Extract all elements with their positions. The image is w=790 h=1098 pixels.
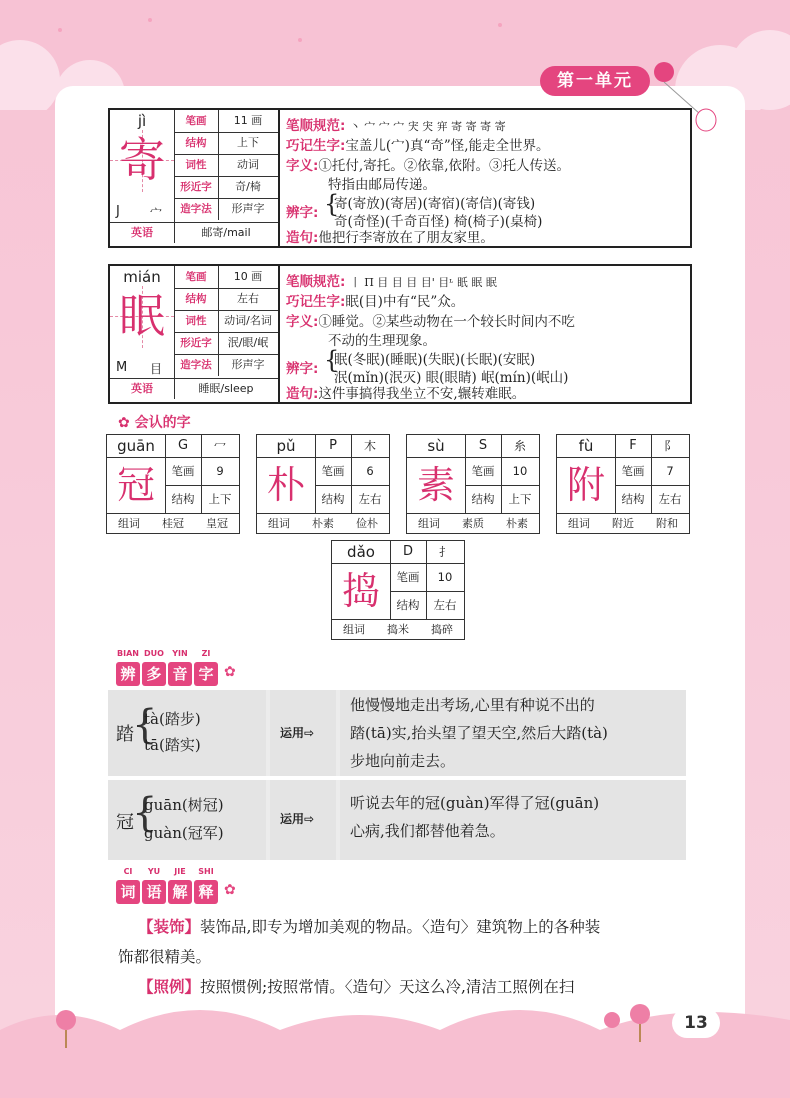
small-card-guan — [106, 434, 240, 534]
polyphone-readings: 踏 { tà(踏步) tā(踏实) — [108, 690, 266, 776]
words-row — [257, 513, 389, 534]
structure-value: 左右 — [358, 492, 382, 506]
prop-value: 11 画 — [233, 114, 263, 127]
heading-char: 释 — [194, 880, 218, 904]
word: 附和 — [656, 517, 678, 530]
sentence-text: 他把行李寄放在了朋友家里。 — [318, 230, 494, 246]
word-definition: 装饰品,即专为增加美观的物品。〈造句〉建筑物上的各种装 — [200, 918, 601, 936]
capital-letter: P — [315, 435, 352, 458]
prop-key: 笔画 — [174, 266, 219, 288]
prop-value: 上下 — [237, 136, 259, 149]
stroke-label: 笔顺规范: — [286, 118, 346, 134]
prop-key: 形近字 — [174, 176, 219, 198]
meaning-label: 字义: — [286, 158, 319, 174]
example-cell — [340, 780, 686, 860]
pinyin: mián — [123, 268, 161, 286]
memory-label: 巧记生字: — [286, 294, 346, 310]
prop-row — [174, 310, 278, 333]
stroke-sequence: 丶 宀 宀 宀 宊 宊 宑 寄 寄 寄 寄 — [349, 120, 506, 133]
prop-value: 奇/椅 — [235, 180, 261, 193]
small-card-fu — [556, 434, 690, 534]
prop-row — [174, 288, 278, 311]
apply-cell — [270, 690, 336, 776]
prop-row — [174, 266, 278, 289]
example-line: 踏(tā)实,抬头望了望天空,然后大踏(tà) — [350, 724, 608, 742]
small-card-dao — [331, 540, 465, 640]
sentence-label: 造句: — [286, 230, 319, 246]
distinguish-label: 辨字: — [286, 205, 319, 221]
stroke-key: 笔画 — [315, 457, 352, 486]
structure-value: 左右 — [433, 598, 457, 612]
word: 皇冠 — [206, 517, 228, 530]
apply-cell — [270, 780, 336, 860]
recognize-title: ✿ 会认的字 — [118, 415, 191, 431]
heading-pinyin: ZI — [201, 649, 211, 658]
structure-value: 上下 — [208, 492, 232, 506]
character: 朴 — [257, 457, 316, 513]
distinguish-label: 辨字: — [286, 361, 319, 377]
words-key: 组词 — [118, 517, 140, 530]
words-row — [332, 619, 464, 640]
distinguish-text-1: 眠(冬眠)(睡眠)(失眠)(长眠)(安眠) — [334, 352, 536, 368]
example-line: 他慢慢地走出考场,心里有种说不出的 — [350, 696, 595, 714]
bottom-tree-decoration — [0, 990, 790, 1098]
unit-badge: 第一单元 — [540, 66, 650, 96]
prop-value: 泯/眼/岷 — [227, 336, 269, 349]
structure-key: 结构 — [315, 485, 352, 513]
prop-key: 笔画 — [174, 110, 219, 132]
reading: guàn(冠军) — [144, 824, 224, 842]
character: 捣 — [332, 563, 391, 619]
meaning-text: ①睡觉。②某些动物在一个较长时间内不吃 — [318, 314, 575, 330]
words-key: 组词 — [418, 517, 440, 530]
structure-value: 左右 — [658, 492, 682, 506]
heading-char: 语 — [142, 880, 166, 904]
word-definition: 按照惯例;按照常情。〈造句〉天这么冷,清洁工照例在扫 — [200, 978, 575, 996]
recognize-title-text: 会认的字 — [134, 415, 191, 431]
radical: 冖 — [201, 435, 239, 458]
stroke-value: 7 — [651, 457, 689, 486]
sentence-label: 造句: — [286, 386, 319, 402]
heading-pinyin: CI — [123, 867, 133, 876]
stroke-label: 笔顺规范: — [286, 274, 346, 290]
structure-key: 结构 — [165, 485, 202, 513]
prop-value: 10 画 — [233, 270, 263, 283]
english-row — [110, 222, 278, 243]
radical: 木 — [351, 435, 389, 458]
reading: tā(踏实) — [144, 736, 201, 754]
prop-value: 左右 — [237, 292, 259, 305]
pinyin: dǎo — [332, 541, 391, 564]
prop-value: 动词/名词 — [224, 314, 272, 327]
memory-label: 巧记生字: — [286, 138, 346, 154]
heading-pinyin: YU — [147, 867, 161, 876]
character: 附 — [557, 457, 616, 513]
stroke-value: 10 — [501, 457, 539, 486]
words-key: 组词 — [343, 623, 365, 636]
prop-key: 结构 — [174, 288, 219, 310]
word: 桂冠 — [162, 517, 184, 530]
prop-key: 词性 — [174, 154, 219, 176]
meaning-text: ①托付,寄托。②依靠,依附。③托人传送。 — [318, 158, 570, 174]
polyphone-readings: 冠 { guān(树冠) guàn(冠军) — [108, 780, 266, 860]
distinguish-text-2: 奇(奇怪)(千奇百怪) 椅(椅子)(桌椅) — [334, 214, 543, 230]
capital-letter: D — [390, 541, 427, 564]
page-number: 13 — [672, 1008, 720, 1038]
stroke-value: 9 — [201, 457, 239, 486]
words-heading: CI 词 YU 语 JIE 解 SHI 释 ✿ — [116, 880, 256, 906]
capital-letter: G — [165, 435, 202, 458]
pinyin: guān — [107, 435, 166, 458]
english-value: 睡眠/sleep — [198, 382, 254, 395]
reading: tà(踏步) — [144, 710, 201, 728]
heading-pinyin: JIE — [174, 867, 186, 876]
prop-value: 动词 — [237, 158, 259, 171]
structure-key: 结构 — [615, 485, 652, 513]
heading-pinyin: SHI — [198, 867, 214, 876]
card-details: 笔顺规范: 丨 Π 目 目 目 目' 目ᶫ 眂 眠 眠 巧记生字:眠(目)中有“民”众。 字义:①睡觉。②某些动物在一个较长时间内不吃 不动的生理现象。 辨字: { 眠(冬眠)(睡眠)(失眠)(长眠)(安眠) 泯(mǐn)(泯灭) 眼(眼睛) 岷(mín)(岷山) 造句:这件事搞得我坐立不安,辗转难眠。 — [286, 274, 575, 402]
english-value: 邮寄/mail — [201, 226, 251, 239]
heading-pinyin: YIN — [172, 649, 188, 658]
stroke-sequence: 丨 Π 目 目 目 目' 目ᶫ 眂 眠 眠 — [349, 276, 497, 289]
heading-char: 解 — [168, 880, 192, 904]
heading-char: 音 — [168, 662, 192, 686]
pinyin: jì — [137, 112, 147, 130]
polyphone-row — [108, 780, 686, 860]
memory-text: 宝盖儿(宀)真“奇”怪,能走全世界。 — [345, 138, 550, 154]
heading-char: 词 — [116, 880, 140, 904]
distinguish-text-1: 寄(寄放)(寄居)(寄宿)(寄信)(寄钱) — [334, 196, 536, 212]
word: 素质 — [462, 517, 484, 530]
word-term: 【照例】 — [138, 978, 201, 996]
radical: 目 — [150, 362, 163, 376]
big-char-box — [110, 110, 175, 224]
heading-char: 多 — [142, 662, 166, 686]
word: 附近 — [612, 517, 634, 530]
pinyin: fù — [557, 435, 616, 458]
word: 捣米 — [387, 623, 409, 636]
radical: 糸 — [501, 435, 539, 458]
character: 冠 — [107, 457, 166, 513]
prop-key: 结构 — [174, 132, 219, 154]
word-entry — [118, 972, 693, 1002]
meaning-text-2: 特指由邮局传递。 — [328, 177, 436, 193]
structure-key: 结构 — [465, 485, 502, 513]
reading: guān(树冠) — [144, 796, 224, 814]
structure-key: 结构 — [390, 591, 427, 619]
meaning-label: 字义: — [286, 314, 319, 330]
small-card-su — [406, 434, 540, 534]
card-info-grid — [110, 266, 280, 402]
words-row — [407, 513, 539, 534]
stroke-key: 笔画 — [465, 457, 502, 486]
pinyin: pǔ — [257, 435, 316, 458]
words-row — [557, 513, 689, 534]
example-line: 心病,我们都替他着急。 — [350, 822, 505, 840]
polyphone-heading: BIAN 辨 DUO 多 YIN 音 ZI 字 ✿ — [116, 662, 256, 688]
word-card-mian — [108, 264, 692, 404]
prop-key: 造字法 — [174, 354, 219, 376]
radical: 阝 — [651, 435, 689, 458]
stroke-key: 笔画 — [390, 563, 427, 592]
prop-row — [174, 198, 278, 220]
big-character: 眠 — [119, 289, 165, 343]
word-term: 【装饰】 — [138, 918, 201, 936]
card-info-grid — [110, 110, 280, 246]
meaning-text-2: 不动的生理现象。 — [328, 333, 436, 349]
stroke-key: 笔画 — [615, 457, 652, 486]
english-row — [110, 378, 278, 399]
stroke-key: 笔画 — [165, 457, 202, 486]
prop-row — [174, 110, 278, 133]
words-key: 组词 — [268, 517, 290, 530]
words-row — [107, 513, 239, 534]
big-character: 寄 — [119, 133, 165, 187]
word-card-ji — [108, 108, 692, 248]
pinyin: sù — [407, 435, 466, 458]
prop-row — [174, 176, 278, 199]
example-cell — [340, 690, 686, 776]
heading-char: 字 — [194, 662, 218, 686]
words-key: 组词 — [568, 517, 590, 530]
word: 捣碎 — [431, 623, 453, 636]
stroke-value: 10 — [426, 563, 464, 592]
capital-letter: F — [615, 435, 652, 458]
example-line: 听说去年的冠(guàn)军得了冠(guān) — [350, 794, 600, 812]
heading-pinyin: BIAN — [117, 649, 139, 658]
prop-row — [174, 354, 278, 376]
character: 素 — [407, 457, 466, 513]
distinguish-text-2: 泯(mǐn)(泯灭) 眼(眼睛) 岷(mín)(岷山) — [334, 370, 569, 386]
word-definition-cont: 饰都很精美。 — [118, 948, 212, 966]
polyphone-char: 踏 — [116, 724, 134, 745]
polyphone-char: 冠 — [116, 812, 134, 833]
prop-row — [174, 332, 278, 355]
memory-text: 眠(目)中有“民”众。 — [345, 294, 465, 310]
prop-row — [174, 154, 278, 177]
stroke-value: 6 — [351, 457, 389, 486]
prop-key: 词性 — [174, 310, 219, 332]
heading-char: 辨 — [116, 662, 140, 686]
word: 朴素 — [312, 517, 334, 530]
capital-letter: S — [465, 435, 502, 458]
prop-value: 形声字 — [231, 358, 265, 371]
heading-pinyin: DUO — [144, 649, 164, 658]
word-entry — [118, 912, 693, 972]
english-label: 英语 — [110, 223, 175, 243]
capital-letter: J — [116, 204, 120, 219]
prop-key: 形近字 — [174, 332, 219, 354]
radical: 扌 — [426, 541, 464, 564]
radical: 宀 — [150, 206, 163, 220]
big-char-box — [110, 266, 175, 380]
apply-label: 运用⇨ — [280, 812, 315, 826]
prop-key: 造字法 — [174, 198, 219, 220]
word: 朴素 — [506, 517, 528, 530]
capital-letter: M — [116, 360, 128, 375]
word: 俭朴 — [356, 517, 378, 530]
small-card-pu — [256, 434, 390, 534]
prop-row — [174, 132, 278, 155]
structure-value: 上下 — [508, 492, 532, 506]
sentence-text: 这件事搞得我坐立不安,辗转难眠。 — [318, 386, 526, 402]
card-details: 笔顺规范: 丶 宀 宀 宀 宊 宊 宑 寄 寄 寄 寄 巧记生字:宝盖儿(宀)真“奇”怪,能走全世界。 字义:①托付,寄托。②依靠,依附。③托人传送。 特指由邮局传递。 辨字: { 寄(寄放)(寄居)(寄宿)(寄信)(寄钱) 奇(奇怪)(千奇百怪) 椅(椅子)(桌椅) 造句:他把行李寄放在了朋友家里。 — [286, 118, 570, 246]
english-label: 英语 — [110, 379, 175, 399]
prop-value: 形声字 — [231, 202, 265, 215]
polyphone-row — [108, 690, 686, 776]
example-line: 步地向前走去。 — [350, 752, 456, 770]
apply-label: 运用⇨ — [280, 726, 315, 740]
